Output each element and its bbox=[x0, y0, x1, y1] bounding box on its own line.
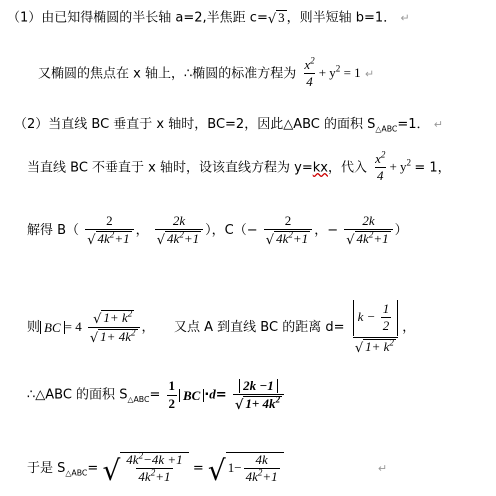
area-radical-2: √ 1− $\frac{4k}{4k^2+1}$ bbox=[208, 452, 284, 485]
line-1-text: （1）由已知得椭圆的半长轴 a=2,半焦距 c= bbox=[7, 10, 268, 26]
line-4: 当直线 BC 不垂直于 x 轴时，设该直线方程为 y=kx，代入 $\frac{x^2}{4}$ + $y^2 = 1$， bbox=[27, 149, 451, 184]
paragraph-mark-icon: ↵ bbox=[364, 67, 375, 81]
line-2: 又椭圆的焦点在 x 轴上，∴椭圆的标准方程为 $\frac{x^2}{4}$ + $y^2 = 1$ ↵ bbox=[38, 55, 375, 90]
c-x-coordinate: 2 √ $4k^2+1$ bbox=[264, 214, 312, 247]
bc-abs: BC bbox=[40, 321, 65, 334]
distance-fraction: k − $\frac{1}{2}$ √ $1+ k^2$ bbox=[351, 300, 401, 355]
line-3-text: （2）当直线 BC 垂直于 x 轴时，BC=2，因此△ABC 的面积 S bbox=[14, 117, 376, 132]
paragraph-mark-icon: ↵ bbox=[377, 461, 388, 475]
b-y-coordinate: 2k √ $4k^2+1$ bbox=[155, 214, 203, 247]
x2-over-4: $\frac{x^2}{4}$ bbox=[304, 55, 315, 90]
line-2-text: 又椭圆的焦点在 x 轴上，∴椭圆的标准方程为 bbox=[38, 66, 297, 82]
b-x-coordinate: 2 √ $4k^2+1$ bbox=[85, 214, 133, 247]
line-5: 解得 B（ 2 √ $4k^2+1$ ， 2k √ $4k^2+1$ ），C（− 2 √ $4k^2+1$ ，− 2k √ $4k^2+1$ ） bbox=[27, 213, 408, 249]
line-1-tail: ，则半短轴 b=1． bbox=[286, 10, 397, 26]
sqrt-3: √ 3 bbox=[267, 10, 285, 27]
area-fraction: 2k −1 √ $1+ 4k^2$ bbox=[233, 378, 284, 412]
one-half: $\frac{1}{2}$ bbox=[168, 378, 175, 411]
line-3: （2）当直线 BC 垂直于 x 轴时，BC=2，因此△ABC 的面积 $S_{\triangle ABC}=1$． ↵ bbox=[14, 117, 443, 134]
area-radical-1: √ $\frac{4k^2-4k +1}{4k^2+1}$ bbox=[102, 452, 188, 485]
line-4-text: 当直线 BC 不垂直于 x 轴时，设该直线方程为 y= bbox=[27, 160, 313, 176]
paragraph-mark-icon: ↵ bbox=[433, 118, 443, 131]
x2-over-4: $\frac{x^2}{4}$ bbox=[375, 149, 386, 184]
line-8: 于是 $S_{\triangle ABC}=$ √ $\frac{4k^2-4k +1}{4k^2+1}$ = √ 1− $\frac{4k}{4k^2+1}$ ↵ bbox=[27, 450, 388, 487]
bc-length-fraction: √ $1+ k^2$ √ $1+ 4k^2$ bbox=[88, 310, 140, 345]
line-6: 则 BC = 4 √ $1+ k^2$ √ $1+ 4k^2$ ， 又点 A 到直线 BC 的距离 d= k − $\frac{1}{2}$ √ $1+ k^2$ ， bbox=[27, 301, 416, 356]
paragraph-mark-icon: ↵ bbox=[400, 11, 410, 25]
line-7: ∴△ABC 的面积 $S_{\triangle ABC}=$ $\frac{1}{2}$ BC ·d= 2k −1 √ $1+ 4k^2$ bbox=[27, 378, 286, 412]
line-1 bbox=[7, 10, 410, 26]
c-y-coordinate: 2k √ $4k^2+1$ bbox=[344, 214, 392, 247]
